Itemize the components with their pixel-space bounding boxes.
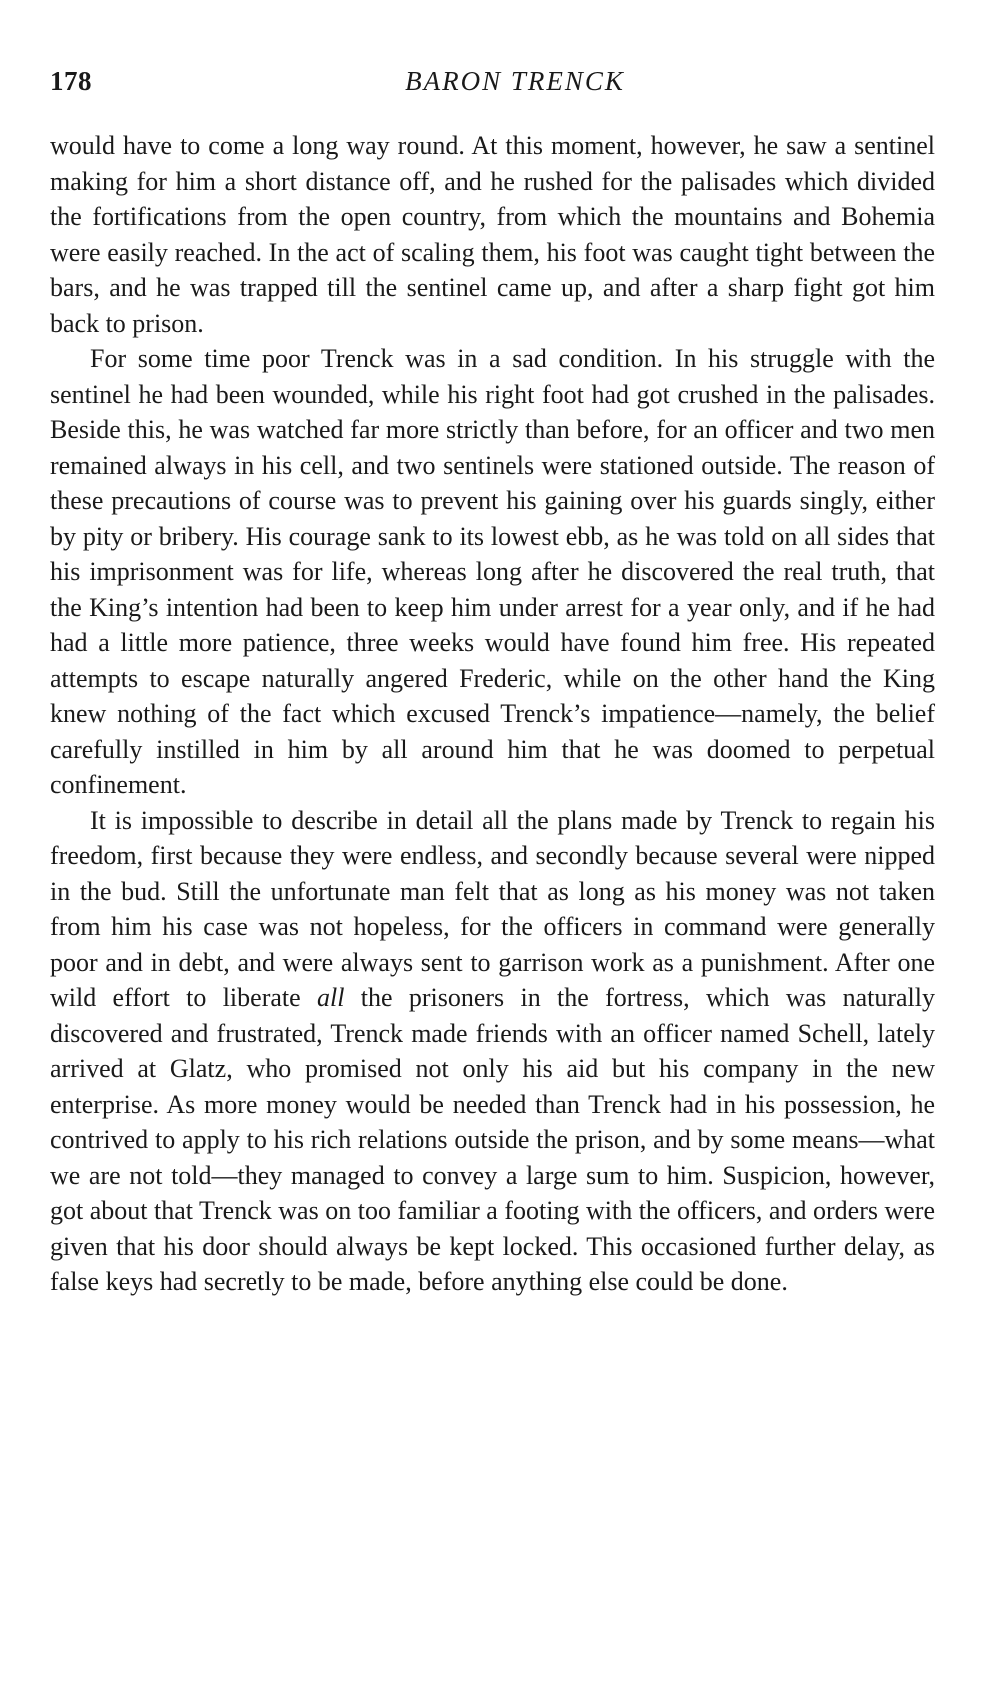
paragraph-1: would have to come a long way round. At this moment, however, he saw a sentinel making for him a short distance off, and he rushed for the palisades which divided the fortifications from the open country, from which the mountains and Bohemia were easily reached. In the act of scaling them, his foot was caught tight between the bars, and he was trapped till the sentinel came up, and after a sharp fight got him back to prison. bbox=[50, 131, 935, 338]
paragraph-3 bbox=[50, 803, 935, 1300]
paragraph-3-part-1: It is impossible to describe in detail all the plans made by Trenck to regain his freedom, first because they were endless, and secondly because several were nipped in the bud. Still the unfortunate man felt that as long as his money was not taken from him his case was not hopeless, for the officers in command were generally poor and in debt, and were always sent to garrison work as a punishment. After one wild effort to liberate bbox=[50, 805, 935, 1012]
page-header bbox=[50, 66, 950, 106]
body-text bbox=[50, 128, 935, 1300]
running-title: BARON TRENCK bbox=[405, 66, 625, 96]
page-number: 178 bbox=[50, 66, 92, 96]
paragraph-2: For some time poor Trenck was in a sad condition. In his struggle with the sentinel he had been wounded, while his right foot had got crushed in the palisades. Beside this, he was watched far more strictly than before, for an officer and two men remained always in his cell, and two sentinels were stationed outside. The reason of these precautions of course was to prevent his gaining over his guards singly, either by pity or bribery. His courage sank to its lowest ebb, as he was told on all sides that his imprisonment was for life, whereas long after he discovered the real truth, that the King’s intention had been to keep him under arrest for a year only, and if he had had a little more patience, three weeks would have found him free. His repeated attempts to escape naturally angered Frederic, while on the other hand the King knew nothing of the fact which excused Trenck’s impatience—namely, the belief carefully instilled in him by all around him that he was doomed to perpetual confinement. bbox=[50, 344, 935, 799]
paragraph-3-part-2: the prisoners in the fortress, which was naturally discovered and frustrated, Trenck made friends with an officer named Schell, lately arrived at Glatz, who promised not only his aid but his company in the new enterprise. As more money would be needed than Trenck had in his possession, he contrived to apply to his rich relations outside the prison, and by some means—what we are not told—they managed to convey a large sum to him. Suspicion, however, got about that Trenck was on too familiar a footing with the officers, and orders were given that his door should always be kept locked. This occasioned further delay, as false keys had secretly to be made, before anything else could be done. bbox=[50, 983, 935, 1296]
italic-emphasis: all bbox=[316, 983, 345, 1012]
